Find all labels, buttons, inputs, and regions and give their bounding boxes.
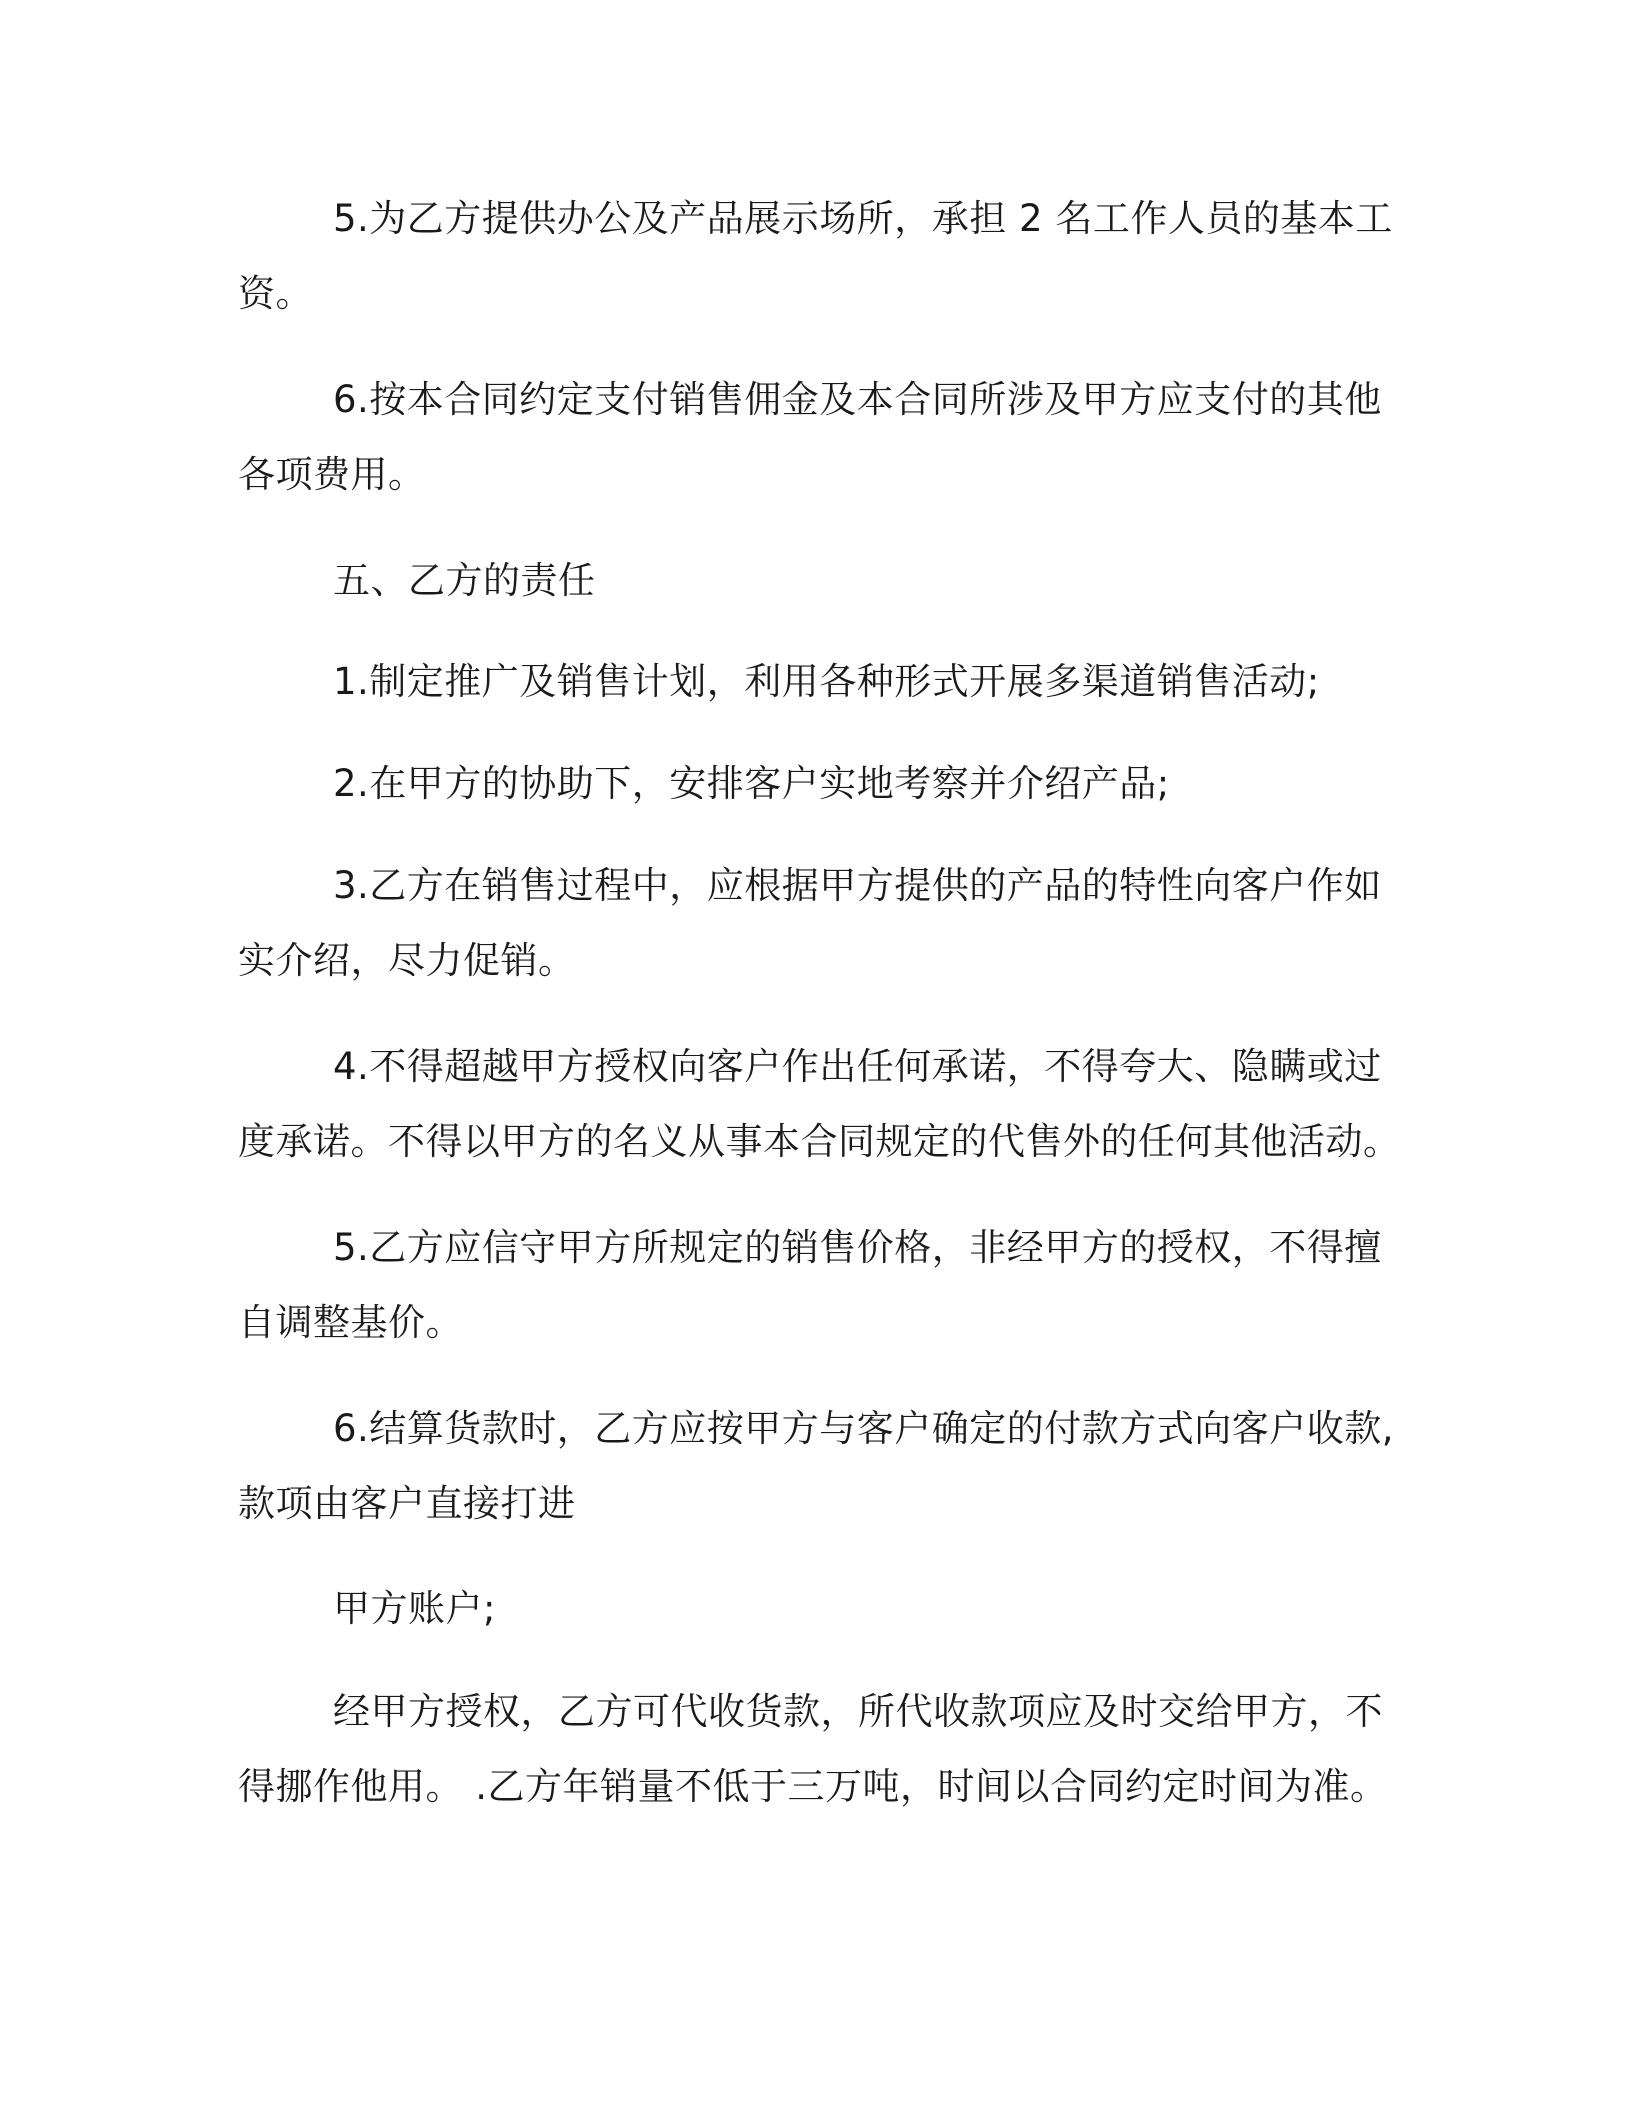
paragraph-1-line-1: 5.为乙方提供办公及产品展示场所，承担 2 名工作人员的基本工 — [333, 197, 1393, 240]
paragraph-11-line-2: 得挪作他用。 .乙方年销量不低于三万吨，时间以合同约定时间为准。 — [238, 1765, 1388, 1808]
paragraph-4-line-1: 1.制定推广及销售计划，利用各种形式开展多渠道销售活动; — [333, 660, 1320, 703]
paragraph-6-line-2: 实介绍，尽力促销。 — [238, 939, 576, 982]
paragraph-5-line-1: 2.在甲方的协助下，安排客户实地考察并介绍产品; — [333, 762, 1170, 805]
paragraph-11-line-1: 经甲方授权，乙方可代收货款，所代收款项应及时交给甲方，不 — [333, 1690, 1383, 1733]
paragraph-9-line-1: 6.结算货款时，乙方应按甲方与客户确定的付款方式向客户收款, — [333, 1407, 1395, 1450]
paragraph-8-line-1: 5.乙方应信守甲方所规定的销售价格，非经甲方的授权，不得擅 — [333, 1226, 1382, 1269]
paragraph-1-line-2: 资。 — [238, 272, 313, 315]
paragraph-6-line-1: 3.乙方在销售过程中，应根据甲方提供的产品的特性向客户作如 — [333, 864, 1382, 907]
paragraph-2-line-2: 各项费用。 — [238, 453, 426, 496]
paragraph-10-line-1: 甲方账户; — [333, 1587, 496, 1630]
paragraph-2-line-1: 6.按本合同约定支付销售佣金及本合同所涉及甲方应支付的其他 — [333, 378, 1382, 421]
paragraph-9-line-2: 款项由客户直接打进 — [238, 1482, 576, 1525]
paragraph-8-line-2: 自调整基价。 — [238, 1301, 463, 1344]
paragraph-7-line-1: 4.不得超越甲方授权向客户作出任何承诺，不得夸大、隐瞒或过 — [333, 1045, 1382, 1088]
paragraph-7-line-2: 度承诺。不得以甲方的名义从事本合同规定的代售外的任何其他活动。 — [238, 1120, 1401, 1163]
section-heading: 五、乙方的责任 — [333, 559, 596, 602]
